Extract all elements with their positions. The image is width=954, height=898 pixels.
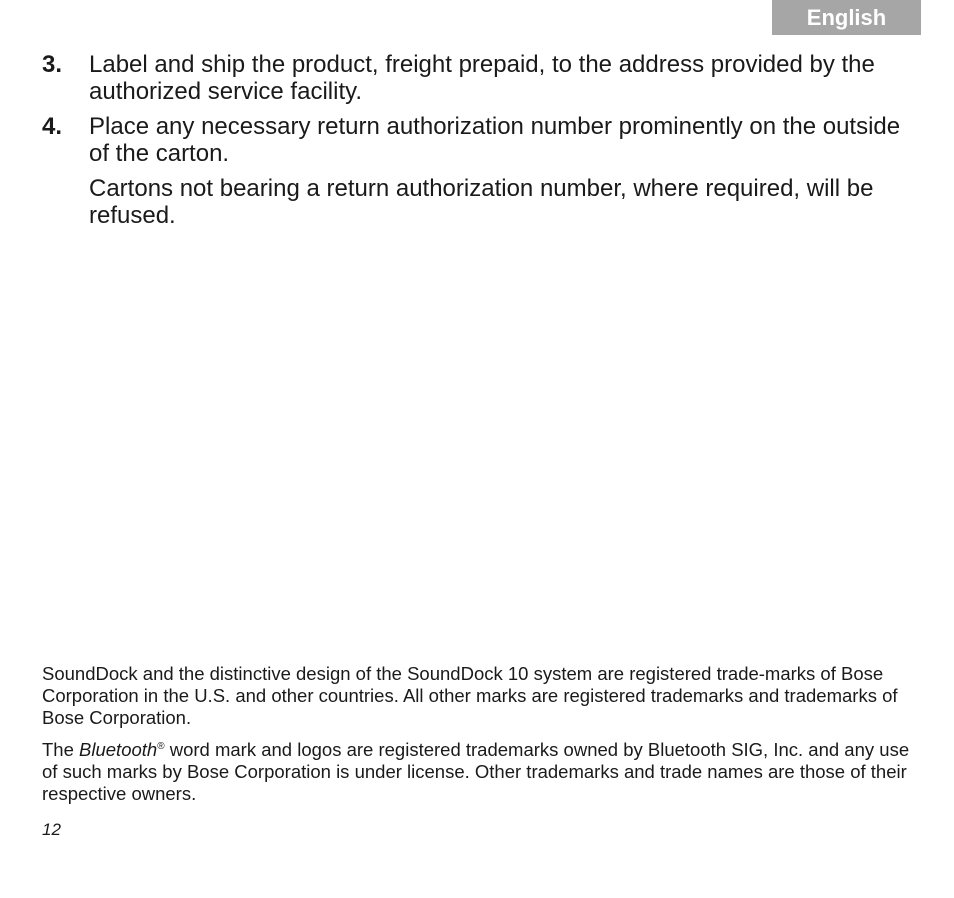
- step-number: 3.: [42, 51, 63, 78]
- step-text: Place any necessary return authorization number prominently on the outside of the carton.: [89, 113, 901, 167]
- legal-notice: [42, 663, 922, 815]
- instruction-steps: [42, 51, 922, 237]
- language-tab: English: [772, 0, 921, 35]
- bluetooth-brand: Bluetooth: [79, 739, 158, 760]
- step-4: [42, 113, 922, 229]
- step-note: Cartons not bearing a return authorization number, where required, will be refused.: [89, 175, 874, 229]
- trademark-paragraph-2: [42, 739, 922, 805]
- step-number: 4.: [42, 113, 63, 140]
- trademark-prefix: The: [42, 739, 80, 760]
- trademark-rest: word mark and logos are registered trademarks owned by Bluetooth SIG, Inc. and any use of such marks by Bose Corporation is under license. Other trademarks and trade names are those of their respective owners.: [42, 739, 910, 804]
- registered-symbol: ®: [157, 740, 165, 752]
- page-number: 12: [42, 820, 61, 839]
- trademark-paragraph-1: SoundDock and the distinctive design of the SoundDock 10 system are registered trade-marks of Bose Corporation in the U.S. and other countries. All other marks are registered trademarks and trademarks of Bose Corporation.: [42, 663, 898, 728]
- step-text: Label and ship the product, freight prepaid, to the address provided by the authorized service facility.: [89, 51, 875, 105]
- step-3: [42, 51, 922, 105]
